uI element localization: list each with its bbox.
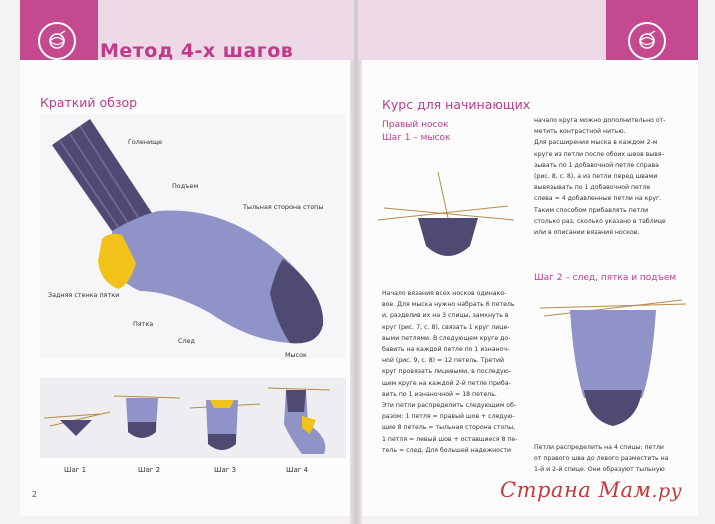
text-line: 1 петля = левый шов + оставшиеся 8 пе- <box>382 435 518 443</box>
text-line: слева = 4 добавленные петли на круг. <box>534 195 662 203</box>
text-line: или в описании вязания носков. <box>534 229 640 237</box>
text-line: вить по 1 изнаночной = 18 петель. <box>382 390 497 398</box>
label-leg: Голенище <box>128 138 163 146</box>
text-line: ной (рис. 9, с. 8) = 12 петель. Третий <box>382 357 504 365</box>
label-heel-back: Задняя стенка пятки <box>48 291 120 299</box>
subheading-right-sock: Правый носок <box>382 120 449 130</box>
label-sole: След <box>178 337 195 345</box>
step-caption-2: Шаг 2 <box>138 466 161 474</box>
logo-icon <box>38 22 76 60</box>
watermark <box>500 478 682 502</box>
text-line: тель = след. Для большей надежности <box>382 446 511 454</box>
text-line: Петли распределить на 4 спицы: петли <box>534 444 664 451</box>
text-line: вое. Для мыска нужно набрать 6 петель <box>382 301 515 309</box>
section-heading-beginners: Курс для начинающих <box>382 97 531 112</box>
text-line: вывязывать по 1 добавочной петле <box>534 184 651 192</box>
watermark-text: Страна Мам <box>500 478 652 502</box>
text-line: круге из петли после обоих швов вывя- <box>534 150 664 158</box>
label-instep: Подъем <box>172 182 199 190</box>
text-line: бавить на каждой петле по 1 изнаноч- <box>382 346 510 354</box>
step-caption-3: Шаг 3 <box>214 466 237 474</box>
label-heel: Пятка <box>133 320 154 328</box>
watermark-suffix: .ру <box>651 480 683 502</box>
text-line: щие 8 петель = тыльная сторона стопы, <box>382 424 516 432</box>
book-gutter <box>350 0 362 524</box>
text-line: зывать по 1 добавочной петле справа <box>534 161 659 169</box>
subheading-step-2: Шаг 2 – след, пятка и подъем <box>534 273 677 283</box>
step-2-text-column <box>534 442 688 476</box>
step-caption-4: Шаг 4 <box>286 466 309 474</box>
text-line: от правого шва до левого разместить на <box>534 455 669 463</box>
section-heading-overview: Краткий обзор <box>40 95 138 110</box>
step-1-text-column-2 <box>534 115 684 238</box>
text-line: начало круга можно дополнительно от- <box>534 117 666 124</box>
sock-diagram-image <box>40 113 346 358</box>
step-caption-1: Шаг 1 <box>64 466 87 474</box>
text-line: Для расширения мыска в каждом 2-м <box>534 139 658 147</box>
text-line: разом: 1 петля = правый шов + следую- <box>382 413 515 421</box>
subheading-step-1: Шаг 1 – мысок <box>382 133 451 143</box>
text-line: столько раз, сколько указано в таблице <box>534 217 666 225</box>
page-number: 2 <box>32 490 38 499</box>
page-title: Метод 4-х шагов <box>100 40 294 62</box>
text-line: 1-й и 2-й спице. Они образуют тыльную <box>534 466 665 474</box>
text-line: Начало вязания всех носков одинако- <box>382 290 507 297</box>
label-top-of-foot: Тыльная сторона стопы <box>243 203 324 211</box>
toe-start-image <box>378 170 518 270</box>
text-line: и, разделив их на 3 спицы, замкнуть в <box>382 312 509 320</box>
logo-icon <box>628 22 666 60</box>
text-line: (рис. 8, с. 8), а из петли перед швами <box>534 173 658 181</box>
step-1-text-column <box>382 288 528 456</box>
step-2-image <box>538 290 688 430</box>
text-line: круг провязать лицевыми, в последую- <box>382 368 512 376</box>
right-header-band-light <box>358 0 606 60</box>
text-line: Эти петли распределить следующим об- <box>382 402 517 410</box>
text-line: Таким способом прибавлять петли <box>534 206 649 214</box>
text-line: щем круге на каждой 2-й петле приба- <box>382 379 511 387</box>
step-thumbnails-image <box>40 378 346 458</box>
text-line: выми петлями. В следующем круге до- <box>382 334 511 342</box>
text-line: круг (рис. 7, с. 8), связать 1 круг лице- <box>382 323 510 331</box>
label-toe: Мысок <box>285 351 307 359</box>
text-line: метить контрастной нитью. <box>534 128 626 136</box>
